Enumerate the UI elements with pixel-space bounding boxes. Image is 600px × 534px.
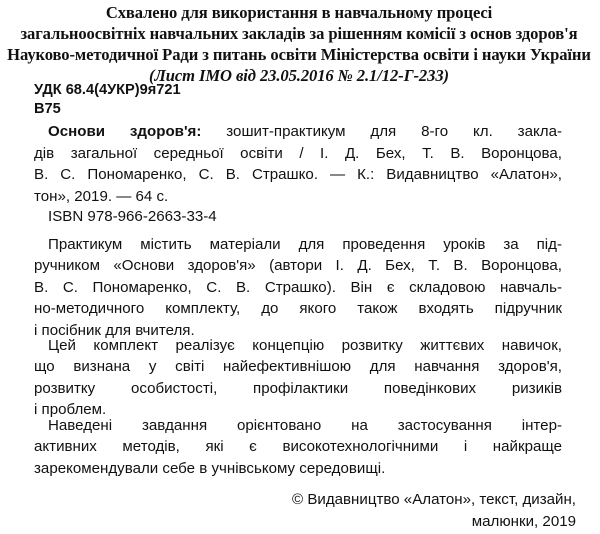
description-paragraph xyxy=(34,234,562,341)
approval-letter-reference: (Лист ІМО від 23.05.2016 № 2.1/12-Г-233) xyxy=(149,66,449,85)
biblio-line-text: зошит-практикум для 8-го кл. закла- xyxy=(201,123,562,140)
copyright-notice xyxy=(292,489,576,532)
paragraph-line: розвитку особистості, профілактики поведінкових ризиків xyxy=(34,379,562,397)
paragraph-line: і проблем. xyxy=(34,401,107,419)
isbn: ISBN 978-966-2663-33-4 xyxy=(48,208,217,225)
copyright-line: © Видавництво «Алатон», текст, дизайн, xyxy=(292,491,576,508)
approval-line: Науково-методичної Ради з питань освіти Міністерства освіти і науки України xyxy=(7,45,591,64)
bibliographic-record xyxy=(34,121,562,207)
paragraph-line: Практикум містить матеріали для проведення уроків за під- xyxy=(48,236,562,253)
biblio-line: В. С. Пономаренко, С. В. Страшко. — К.: Видавництво «Алатон», xyxy=(34,166,562,183)
bbk-code: В75 xyxy=(34,101,61,117)
paragraph-line: зарекомендували себе в учнівському середовищі. xyxy=(34,459,386,477)
paragraph-line: Наведені завдання орієнтовано на застосування інтер- xyxy=(48,417,562,434)
paragraph-line: і посібник для вчителя. xyxy=(34,321,195,339)
biblio-line: дів загальної середньої освіти / І. Д. Бех, Т. В. Воронцова, xyxy=(34,144,562,162)
book-title: Основи здоров'я: xyxy=(48,123,202,140)
approval-line: Схвалено для використання в навчальному процесі xyxy=(105,3,493,22)
udk-code: УДК 68.4(4УКР)9я721 xyxy=(34,82,181,98)
paragraph-line: но-методичного комплекту, до якого також входять підручник xyxy=(34,300,562,318)
description-paragraph xyxy=(34,335,562,421)
paragraph-line: ручником «Основи здоров'я» (автори І. Д. Бех, Т. В. Воронцова, xyxy=(34,257,562,275)
description-paragraph xyxy=(34,415,562,479)
paragraph-line: Цей комплект реалізує концепцію розвитку життєвих навичок, xyxy=(48,337,562,354)
paragraph-line: що визнана у світі найефективнішою для навчання здоров'я, xyxy=(34,358,562,376)
classification-codes xyxy=(34,81,181,119)
copyright-line: малюнки, 2019 xyxy=(471,512,576,530)
approval-statement xyxy=(6,2,592,86)
paragraph-line: активних методів, які є високотехнологічними і найкраще xyxy=(34,438,562,456)
approval-line: загальноосвітніх навчальних закладів за рішенням комісії з основ здоров'я xyxy=(20,24,578,43)
biblio-line xyxy=(48,121,562,143)
biblio-line: тон», 2019. — 64 с. xyxy=(34,187,169,205)
paragraph-line: В. С. Пономаренко, С. В. Страшко). Він є складовою навчаль- xyxy=(34,278,562,296)
